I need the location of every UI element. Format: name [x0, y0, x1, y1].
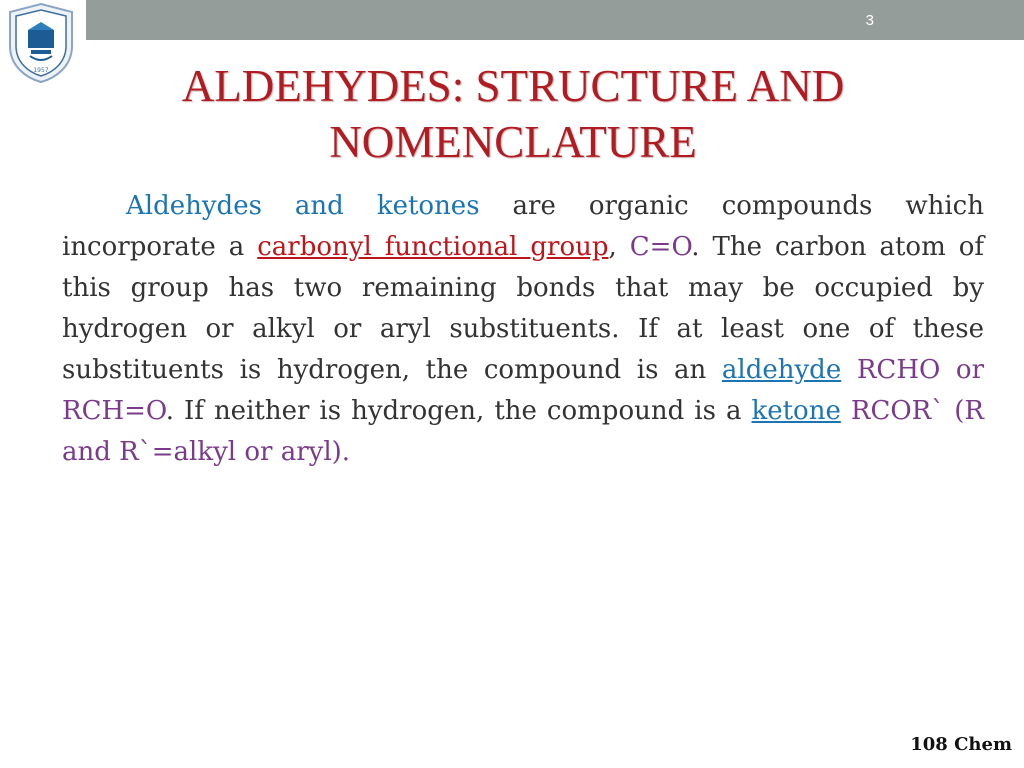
ketone-formula: RCOR` (R and R`=alkyl or aryl). [62, 396, 984, 467]
svg-text:1957: 1957 [33, 67, 49, 74]
text-segment: . If neither is hydrogen, the compound is a [165, 396, 752, 426]
text-segment: are organic compounds which incorporate a [62, 191, 984, 262]
slide-number: 3 [865, 12, 874, 29]
carbonyl-functional-group-link[interactable]: carbonyl functional group [257, 232, 609, 262]
title-line-2: NOMENCLATURE [329, 117, 697, 167]
text-segment [841, 396, 851, 426]
header-bar [86, 0, 1024, 40]
term-aldehydes-ketones: Aldehydes and ketones [126, 191, 480, 221]
text-segment [841, 355, 857, 385]
definition-paragraph [62, 186, 984, 473]
ketone-link[interactable]: ketone [751, 396, 841, 426]
text-segment: . The carbon atom of this group has two remaining bonds that may be occupied by hydrogen or alkyl or aryl substituents. If at least one of these substituents is hydrogen, the compound is an [62, 232, 984, 385]
slide-title [90, 58, 936, 170]
university-shield-logo-icon [6, 2, 76, 84]
text-segment: , [608, 232, 630, 262]
course-label: 108 Chem [910, 734, 1012, 755]
aldehyde-formula: RCHO or RCH=O [62, 355, 985, 426]
aldehyde-link[interactable]: aldehyde [721, 355, 842, 385]
carbonyl-formula: C=O [629, 232, 692, 262]
title-line-1: ALDEHYDES: STRUCTURE AND [181, 61, 845, 111]
